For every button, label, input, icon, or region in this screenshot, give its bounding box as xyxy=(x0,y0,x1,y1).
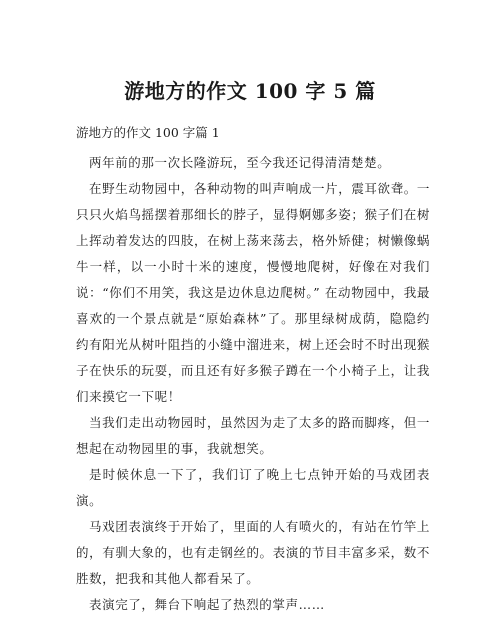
paragraph: 当我们走出动物园时，虽然因为走了太多的路而脚疼，但一想起在动物园里的事，我就想笑。 xyxy=(76,415,430,456)
paragraph: 在野生动物园中，各种动物的叫声响成一片，震耳欲聋。一只只火焰鸟摇摆着那细长的脖子，显得婀娜多姿；猴子们在树上挥动着发达的四肢，在树上荡来荡去，格外矫健；树懒像蜗牛一样，以一小时十米的速度，慢慢地爬树，好像在对我们说：“你们不用笑，我这是边休息边爬树。” 在动物园中，我最喜欢的一个景点就是“原始森林”了。那里绿树成荫，隐隐约约有阳光从树叶阻挡的小缝中溜进来，树上还会时不时出现猴子在快乐的玩耍，而且还有好多猴子蹲在一个小椅子上，让我们来摸它一下呢！ xyxy=(76,181,430,404)
section-heading: 游地方的作文 100 字篇 1 xyxy=(76,125,220,140)
paragraph: 表演完了，舞台下响起了热烈的掌声…… xyxy=(89,597,325,612)
paragraph: 两年前的那一次长隆游玩，至今我还记得清清楚楚。 xyxy=(89,155,391,170)
paragraph: 是时候休息一下了，我们订了晚上七点钟开始的马戏团表演。 xyxy=(76,467,430,508)
document-title: 游地方的作文 100 字 5 篇 xyxy=(124,79,376,103)
paragraph: 马戏团表演终于开始了，里面的人有喷火的，有站在竹竿上的，有驯大象的，也有走钢丝的。表演的节目丰富多采，数不胜数，把我和其他人都看呆了。 xyxy=(76,519,430,586)
essay-body xyxy=(76,150,430,618)
